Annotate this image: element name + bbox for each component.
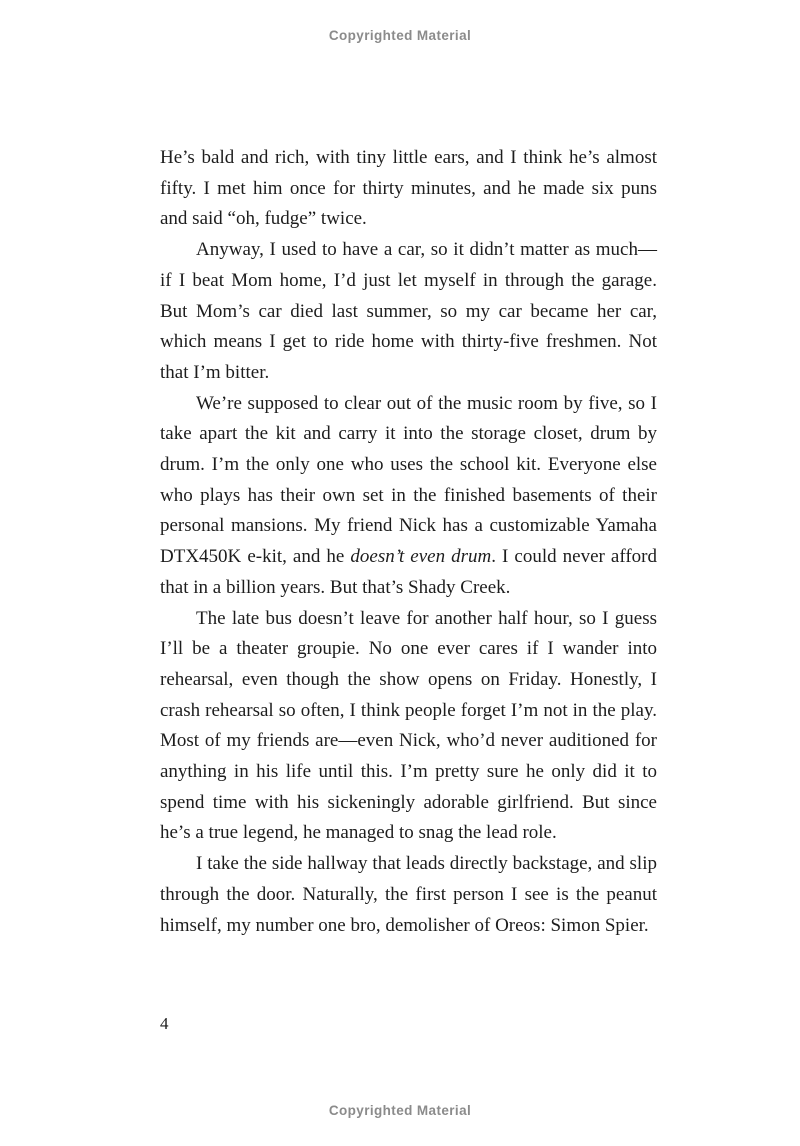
text-run: We’re supposed to clear out of the music room by five, so I take apart the kit and carry it into the storage closet, drum by drum. I’m the only one who uses the school kit. Everyone else who plays has their own set in the finished basements of their personal mansions. My friend Nick has a customizable Yamaha DTX450K e-kit, and he — [160, 392, 657, 568]
body-text-block — [160, 143, 657, 941]
text-run: He’s bald and rich, with tiny little ears, and I think he’s almost fifty. I met him once for thirty minutes, and he made six puns and said “oh, fudge” twice. — [160, 147, 657, 230]
text-run: Anyway, I used to have a car, so it didn’t matter as much—if I beat Mom home, I’d just let myself in through the garage. But Mom’s car died last summer, so my car became her car, which means I get to ride home with thirty-five freshmen. Not that I’m bitter. — [160, 239, 657, 383]
text-run: The late bus doesn’t leave for another half hour, so I guess I’ll be a theater groupie. No one ever cares if I wander into rehearsal, even though the show opens on Friday. Honestly, I crash rehearsal so often, I think people forget I’m not in the play. Most of my friends are—even Nick, who’d never auditioned for anything in his life until this. I’m pretty sure he only did it to spend time with his sickeningly adorable girlfriend. But since he’s a true legend, he managed to snag the lead role. — [160, 607, 657, 844]
copyright-notice-top: Copyrighted Material — [328, 28, 472, 43]
paragraph — [160, 235, 657, 389]
text-run: I take the side hallway that leads directly backstage, and slip through the door. Naturally, the first person I see is the peanut himself, my number one bro, demolisher of Oreos: Simon Spier. — [160, 853, 657, 936]
copyright-notice-bottom: Copyrighted Material — [328, 1103, 472, 1118]
paragraph — [160, 604, 657, 850]
paragraph — [160, 143, 657, 235]
text-run: . I could never afford that in a billion years. But that’s Shady Creek. — [160, 546, 657, 598]
paragraph — [160, 849, 657, 941]
paragraph — [160, 389, 657, 604]
italic-text-run: doesn’t even drum — [350, 546, 492, 568]
page-number: 4 — [160, 1014, 169, 1033]
